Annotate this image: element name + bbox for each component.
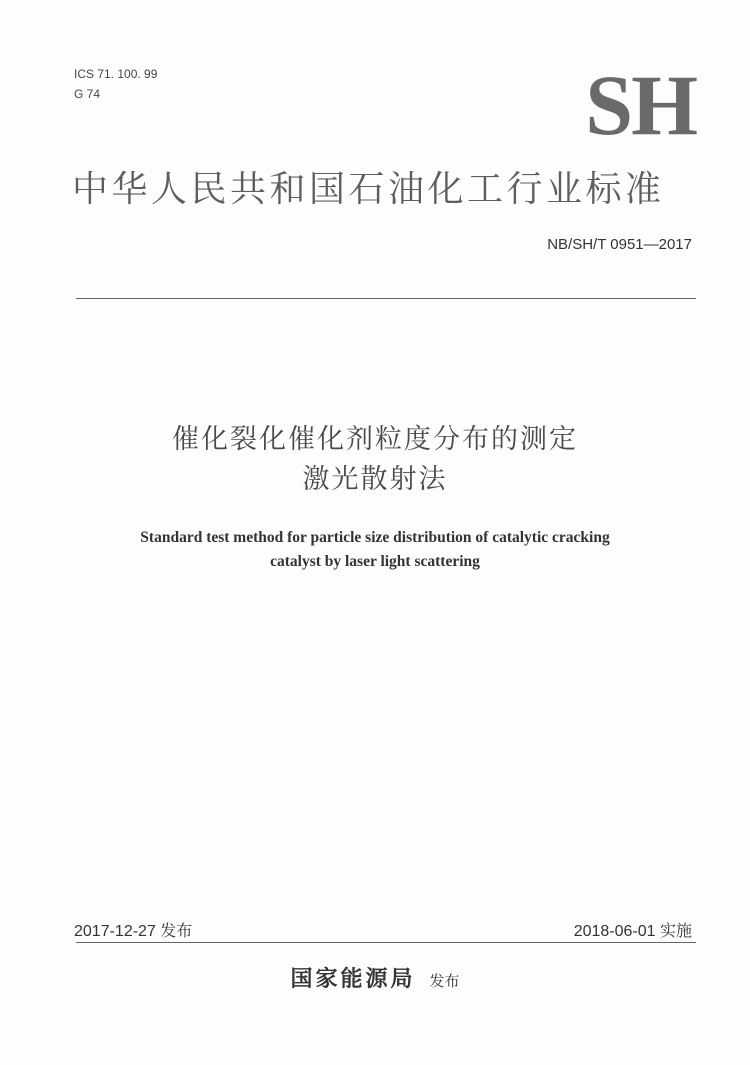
- industry-standard-title: 中华人民共和国石油化工行业标准: [72, 169, 665, 210]
- chinese-title-line-1: 催化裂化催化剂粒度分布的测定: [172, 424, 578, 455]
- sh-logo: SH: [585, 57, 696, 153]
- english-title-line-1: Standard test method for particle size distribution of catalytic cracking: [140, 529, 610, 546]
- chinese-title-line-2: 激光散射法: [302, 464, 448, 495]
- english-title-line-2: catalyst by laser light scattering: [270, 553, 480, 570]
- ccs-code: G 74: [74, 87, 101, 101]
- footer-divider: [76, 942, 696, 943]
- publisher: [0, 962, 750, 993]
- standard-number: NB/SH/T 0951—2017: [547, 236, 692, 253]
- chinese-title: [0, 420, 750, 500]
- publisher-label: 发布: [429, 972, 460, 990]
- header-divider: [76, 298, 696, 299]
- english-title: [0, 526, 750, 574]
- publisher-org: 国家能源局: [290, 967, 416, 992]
- classification-codes: [74, 64, 157, 104]
- issue-date: 2017-12-27 发布: [74, 923, 193, 940]
- implementation-date: 2018-06-01 实施: [573, 923, 692, 940]
- ics-code: ICS 71. 100. 99: [74, 67, 158, 81]
